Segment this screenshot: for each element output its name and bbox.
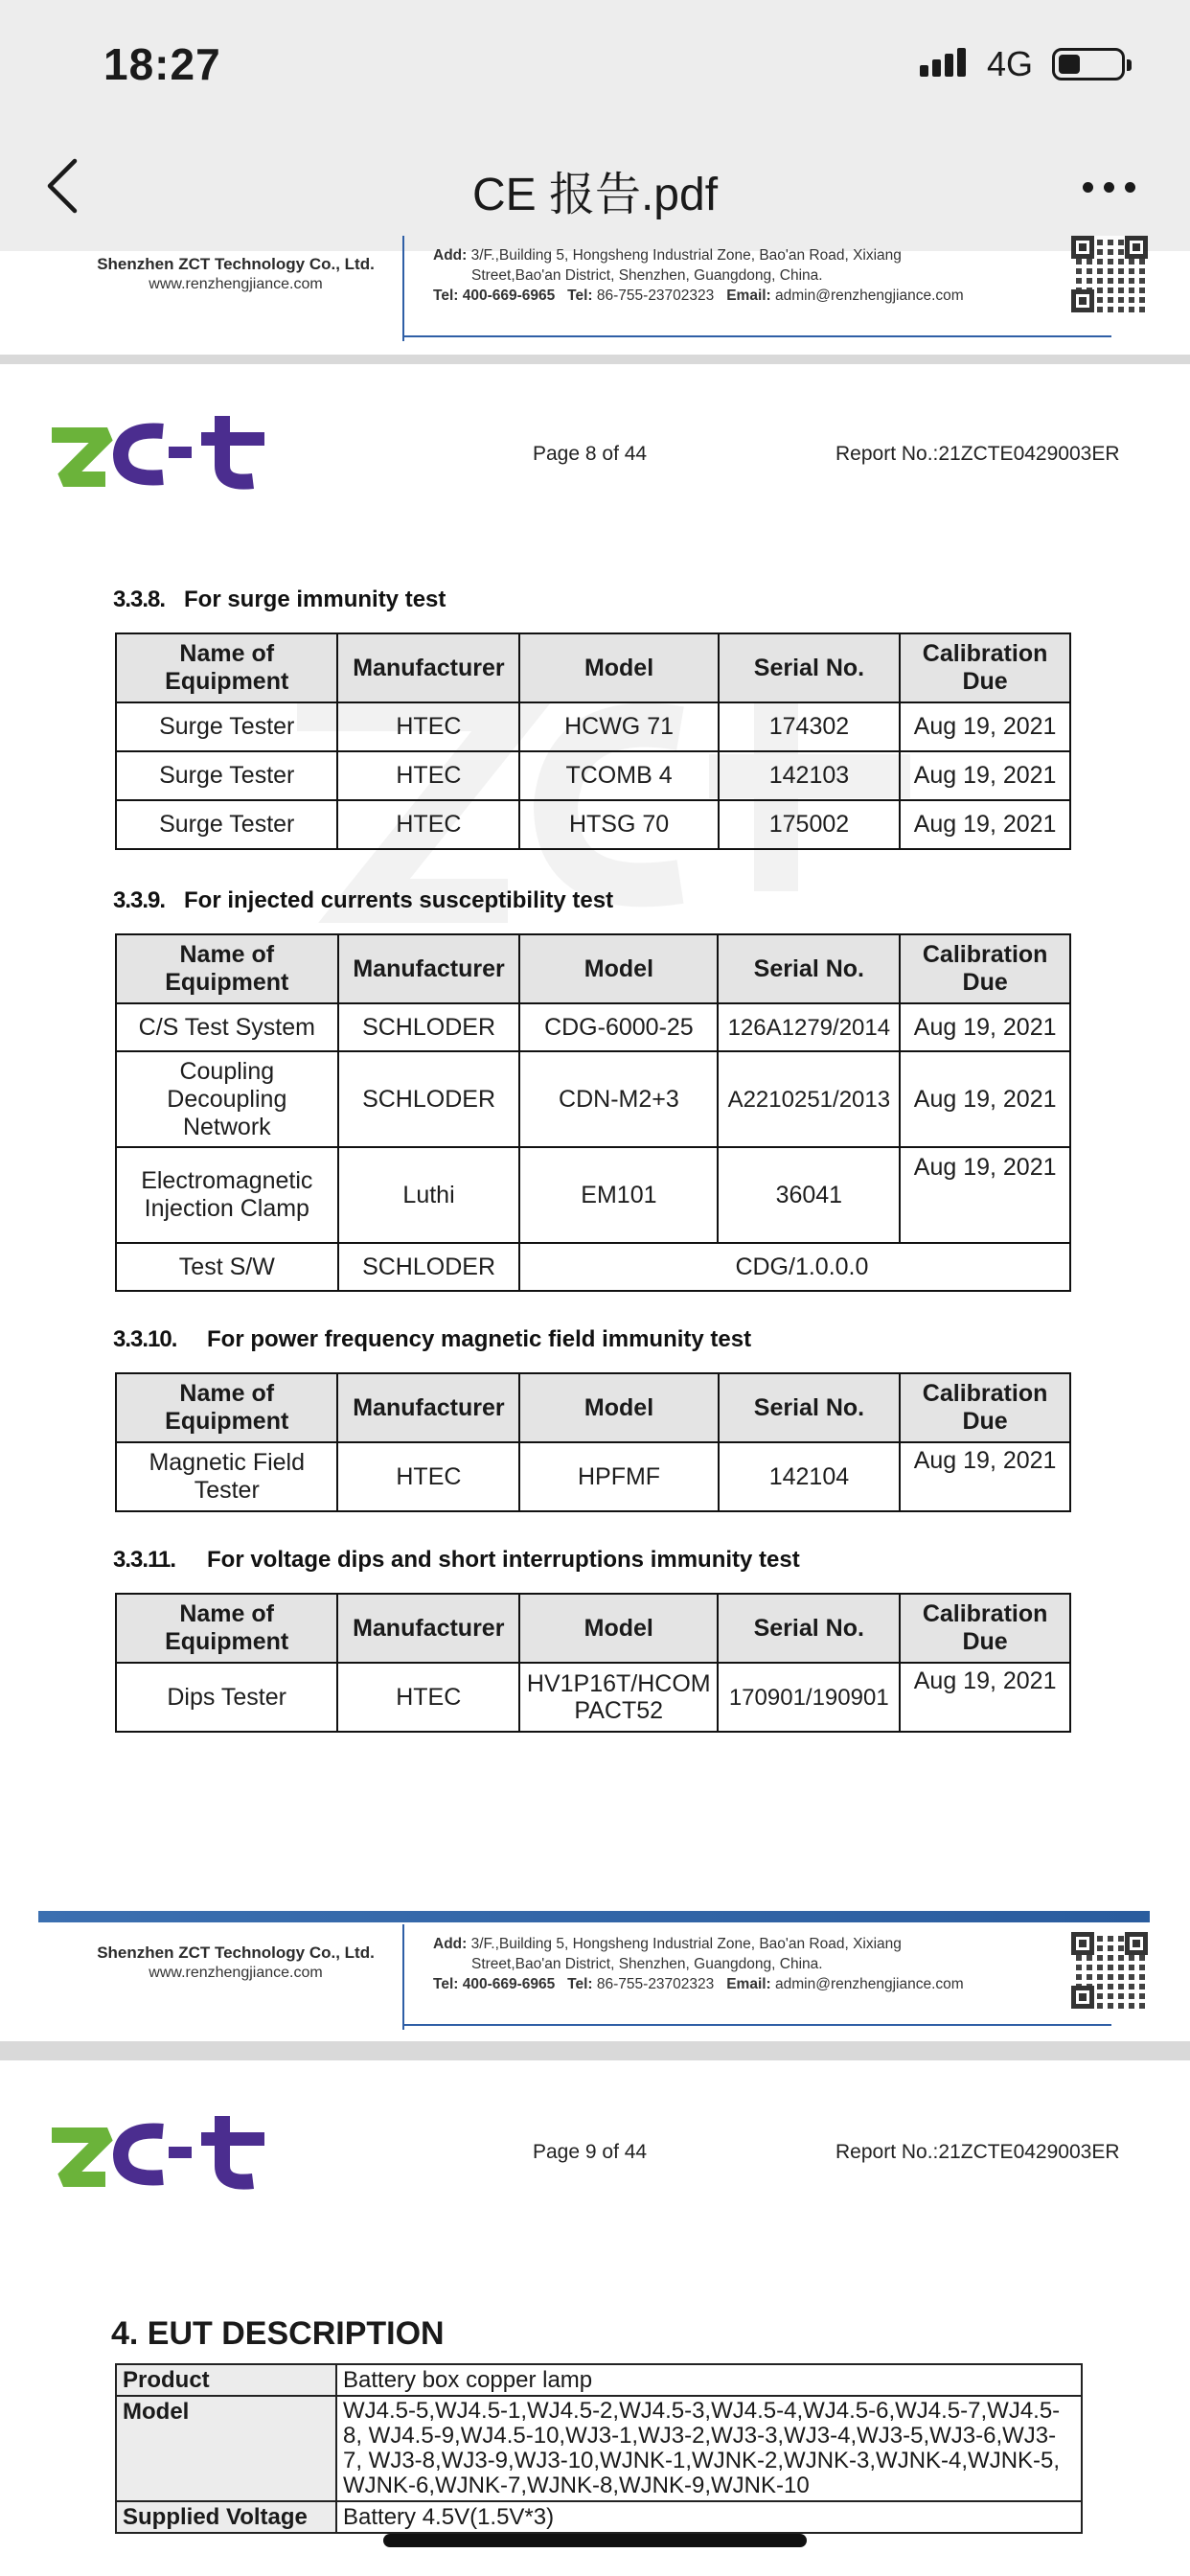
page-footer [38, 222, 1150, 347]
header-cell: Model [519, 1373, 718, 1442]
pdf-page-9 [0, 2060, 1190, 2576]
equipment-table [115, 632, 1071, 850]
section-title: 3.3.9. For injected currents susceptibility test [113, 887, 614, 913]
footer-company: Shenzhen ZCT Technology Co., Ltd. [97, 1944, 375, 1962]
zct-logo [48, 410, 268, 496]
section-title: 3.3.11. For voltage dips and short interruptions immunity test [113, 1547, 800, 1573]
header-cell: Calibration Due [900, 1594, 1070, 1663]
table-row: Surge Tester HTEC TCOMB 4 142103 Aug 19, 2021 [116, 751, 1070, 800]
pdf-page-7-footer [0, 247, 1190, 355]
eut-table [115, 2363, 1083, 2534]
header-cell: Manufacturer [337, 1373, 519, 1442]
equipment-table [115, 1593, 1071, 1733]
zct-logo [48, 2110, 268, 2196]
footer-company: Shenzhen ZCT Technology Co., Ltd. [97, 255, 375, 273]
section-title: 3.3.8. For surge immunity test [113, 586, 446, 612]
section-title: 3.3.10. For power frequency magnetic field immunity test [113, 1326, 752, 1352]
header-cell: Calibration Due [900, 934, 1070, 1003]
status-time: 18:27 [103, 39, 221, 89]
table-header-row [116, 1594, 1070, 1663]
header-cell: Model [519, 1594, 718, 1663]
header-cell: Model [519, 633, 718, 702]
header-cell: Serial No. [719, 633, 900, 702]
table-row: Surge Tester HTEC HTSG 70 175002 Aug 19, 2021 [116, 800, 1070, 849]
table-header-row [116, 633, 1070, 702]
signal-icon [920, 44, 968, 77]
table-row: C/S Test System SCHLODER CDG-6000-25 126A1279/2014 Aug 19, 2021 [116, 1003, 1070, 1051]
header-cell: Serial No. [718, 1594, 900, 1663]
qr-code [1071, 236, 1148, 312]
header-cell: Calibration Due [900, 1373, 1070, 1442]
table-row: Surge Tester HTEC HCWG 71 174302 Aug 19, 2021 [116, 702, 1070, 751]
header-cell: Serial No. [719, 1373, 900, 1442]
table-row: Electromagnetic Injection Clamp Luthi EM101 36041 Aug 19, 2021 [116, 1147, 1070, 1243]
more-button[interactable] [1077, 157, 1144, 215]
battery-icon [1052, 48, 1125, 80]
equipment-table [115, 933, 1071, 1292]
table-row: Product Battery box copper lamp [116, 2364, 1082, 2396]
document-title: CE 报告.pdf [471, 170, 719, 220]
header-cell: Name of Equipment [116, 1594, 337, 1663]
qr-code [1071, 1932, 1148, 2009]
table-row: Dips Tester HTEC HV1P16T/HCOMPACT52 170901/190901 Aug 19, 2021 [116, 1663, 1070, 1732]
table-row: Magnetic Field Tester HTEC HPFMF 142104 Aug 19, 2021 [116, 1442, 1070, 1511]
page-number: Page 9 of 44 [533, 2141, 648, 2163]
footer-website: www.renzhengjiance.com [149, 276, 323, 292]
pdf-page-8 [0, 364, 1190, 2041]
table-row: Model WJ4.5-5,WJ4.5-1,WJ4.5-2,WJ4.5-3,WJ4.5-4,WJ4.5-6,WJ4.5-7,WJ4.5-8, WJ4.5-9,WJ4.5-10,WJ3-1,WJ3-2,WJ3-3,WJ3-4,WJ3-5,WJ3-6,WJ3-7, WJ3-8,WJ3-9,WJ3-10,WJNK-1,WJNK-2,WJNK-3,WJNK-4,WJNK-5, WJNK-6,WJNK-7,WJNK-8,WJNK-9,WJNK-10 [116, 2396, 1082, 2501]
table-row: Test S/W SCHLODER CDG/1.0.0.0 [116, 1243, 1070, 1291]
section-heading: 4. EUT DESCRIPTION [111, 2315, 445, 2352]
table-header-row [116, 934, 1070, 1003]
header-cell: Name of Equipment [116, 934, 338, 1003]
header-cell: Manufacturer [337, 1594, 519, 1663]
report-number: Report No.:21ZCTE0429003ER [835, 2141, 1120, 2163]
network-type: 4G [987, 44, 1034, 83]
header-cell: Name of Equipment [116, 1373, 337, 1442]
header-cell: Manufacturer [338, 934, 520, 1003]
table-header-row [116, 1373, 1070, 1442]
status-bar [0, 0, 1190, 128]
page-number: Page 8 of 44 [533, 443, 648, 465]
header-cell: Name of Equipment [116, 633, 337, 702]
footer-website: www.renzhengjiance.com [149, 1965, 323, 1981]
table-row: Coupling Decoupling Network SCHLODER CDN-M2+3 A2210251/2013 Aug 19, 2021 [116, 1051, 1070, 1147]
header-cell: Calibration Due [900, 633, 1070, 702]
footer-address: Add: 3/F.,Building 5, Hongsheng Industrial Zone, Bao'an Road, Xixiang Street,Bao'an District, Shenzhen, Guangdong, China. Tel: 400-669-6965 Tel: 86-755-23702323 Email: admin@renzhengjiance.com [433, 1936, 964, 1992]
equipment-table [115, 1372, 1071, 1512]
page-footer [38, 1911, 1150, 2036]
header-cell: Manufacturer [337, 633, 519, 702]
home-indicator[interactable] [383, 2534, 807, 2547]
report-number: Report No.:21ZCTE0429003ER [835, 443, 1120, 465]
footer-address: Add: 3/F.,Building 5, Hongsheng Industrial Zone, Bao'an Road, Xixiang Street,Bao'an District, Shenzhen, Guangdong, China. Tel: 400-669-6965 Tel: 86-755-23702323 Email: admin@renzhengjiance.com [433, 247, 964, 304]
table-row: Supplied Voltage Battery 4.5V(1.5V*3) [116, 2501, 1082, 2533]
header-cell: Model [519, 934, 718, 1003]
header-cell: Serial No. [718, 934, 900, 1003]
